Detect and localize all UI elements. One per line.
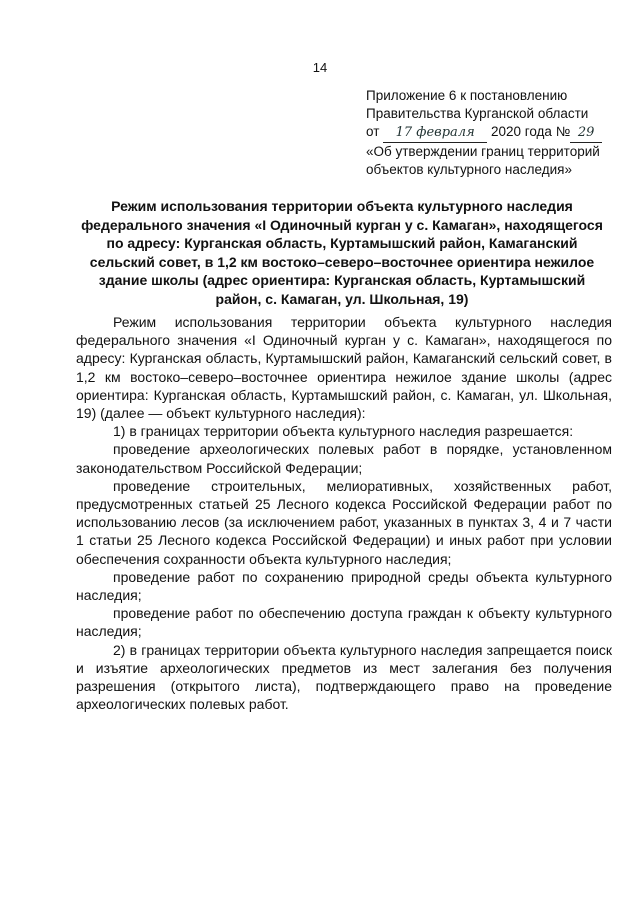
year-text: 2020 года № — [490, 124, 571, 139]
appendix-line-5: объектов культурного наследия» — [366, 162, 572, 177]
paragraph: 2) в границах территории объекта культурного наследия запрещается поиск и изъятие археологических предметов из мест залегания без получения разрешения (открытого листа), подтверждающего право на проведение археологических полевых работ. — [76, 641, 612, 713]
appendix-block — [366, 87, 606, 179]
body-text — [76, 313, 612, 713]
handwritten-date: 17 февраля — [383, 124, 487, 143]
document-heading: Режим использования территории объекта культурного наследия федерального значения «I Одиночный курган у с. Камаган», находящегося по адресу: Курганская область, Куртамышский район, Камаганский сельский совет, в 1,2 км востоко–северо–восточнее ориентира нежилое здание школы (адрес ориентира: Курганская область, Куртамышский район, с. Камаган, ул. Школьная, 19) — [81, 198, 603, 307]
appendix-line-2: Правительства Курганской области — [366, 106, 589, 121]
appendix-line-1: Приложение 6 к постановлению — [366, 88, 568, 103]
appendix-line-3 — [366, 123, 606, 143]
paragraph: проведение археологических полевых работ в порядке, установленном законодательством Российской Федерации; — [76, 441, 612, 476]
paragraph: 1) в границах территории объекта культурного наследия разрешается: — [113, 423, 574, 440]
handwritten-number: 29 — [570, 124, 602, 143]
paragraph: проведение строительных, мелиоративных, хозяйственных работ, предусмотренных статьей 25 Лесного кодекса Российской Федерации работ по использованию лесов (за исключением работ, указанных в пунктах 3, 4 и 7 части 1 статьи 25 Лесного кодекса Российской Федерации) и иных работ при условии обеспечения сохранности объекта культурного наследия; — [76, 477, 612, 567]
paragraph: Режим использования территории объекта культурного наследия федерального значения «I Одиночный курган у с. Камаган», находящегося по адресу: Курганская область, Куртамышский район, Камаганский сельский совет, в 1,2 км востоко–северо–восточнее ориентира нежилое здание школы (адрес ориентира: Курганская область, Куртамышский район, с. Камаган, ул. Школьная, 19) (далее — объект культурного наследия): — [76, 314, 612, 422]
paragraph: проведение работ по обеспечению доступа граждан к объекту культурного наследия; — [76, 605, 612, 640]
from-label: от — [366, 124, 380, 139]
appendix-line-4: «Об утверждении границ территорий — [366, 144, 600, 159]
page-number: 14 — [312, 60, 328, 75]
paragraph: проведение работ по сохранению природной среды объекта культурного наследия; — [76, 568, 612, 604]
